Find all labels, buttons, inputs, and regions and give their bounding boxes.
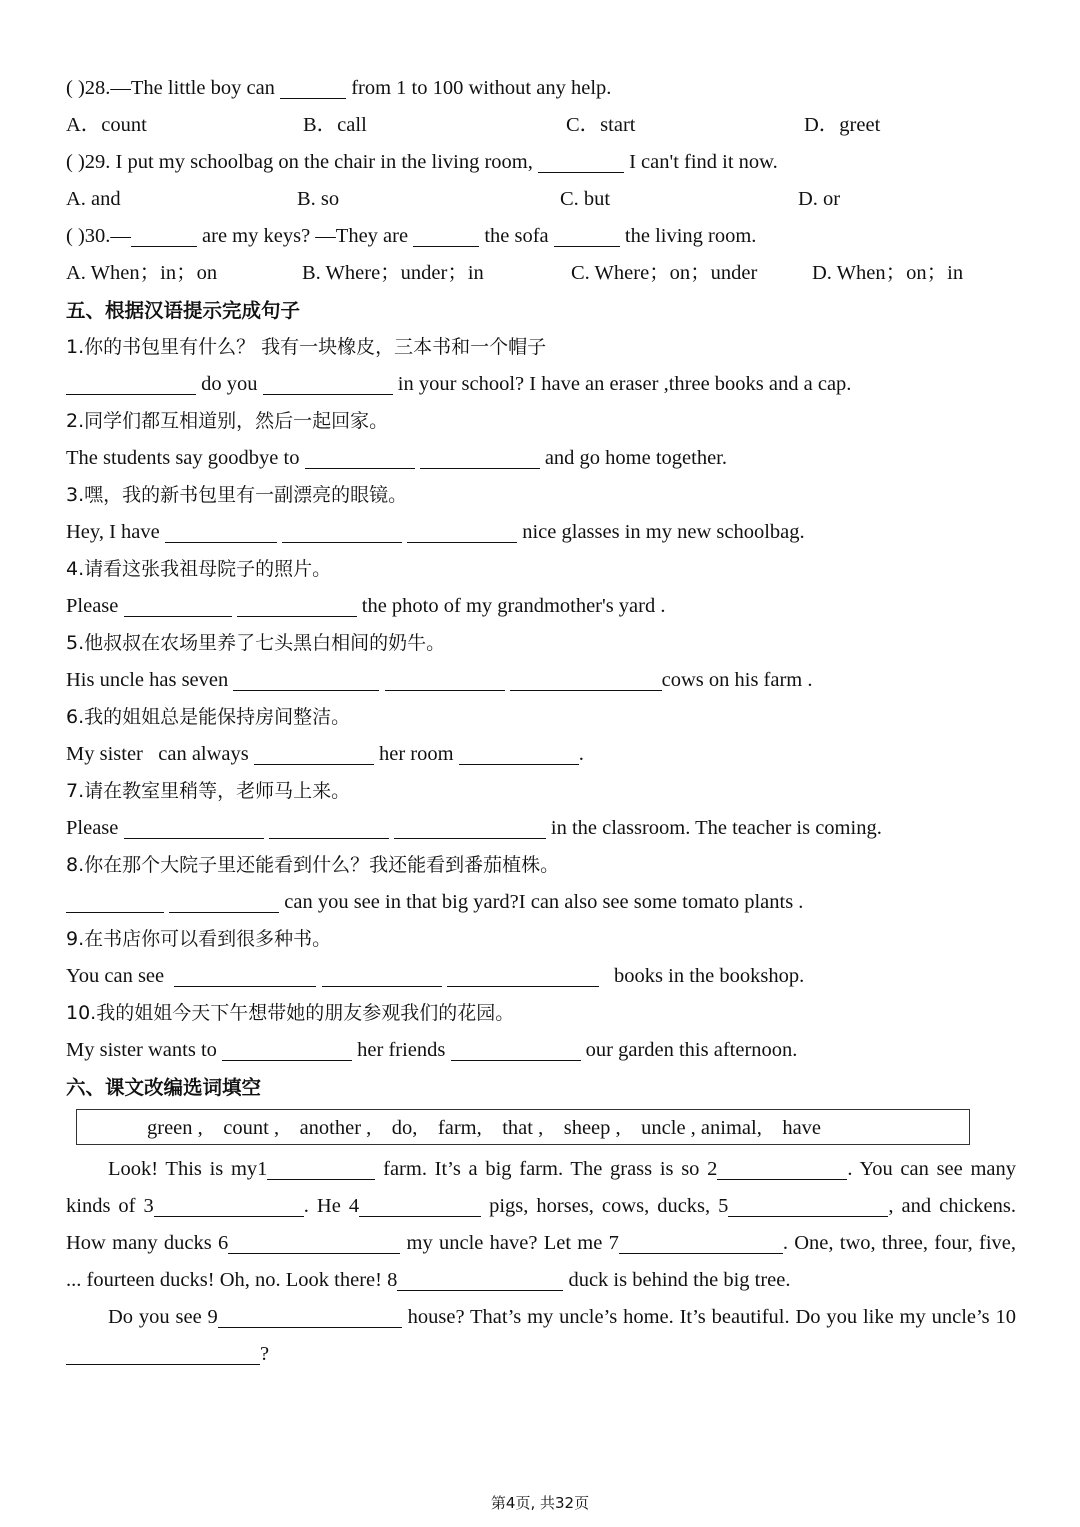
s5-item-7-chinese: 7.请在教室里稍等，老师马上来。: [66, 780, 351, 802]
question-text: the sofa: [479, 225, 554, 247]
option-c[interactable]: C. but: [560, 188, 611, 210]
sentence-text: books in the bookshop.: [598, 965, 805, 987]
sentence-text: can you see in that big yard?I can also see some tomato plants .: [279, 891, 804, 913]
s5-item-1-chinese: 1.你的书包里有什么？ 我有一块橡皮，三本书和一个帽子: [66, 336, 547, 358]
question-text: from 1 to 100 without any help.: [346, 77, 612, 99]
s5-item-4-chinese: 4.请看这张我祖母院子的照片。: [66, 558, 332, 580]
answer-blank[interactable]: [280, 76, 346, 99]
answer-blank[interactable]: [538, 150, 624, 173]
question-28: [66, 70, 1016, 107]
option-d[interactable]: D. or: [798, 188, 841, 210]
answer-blank[interactable]: [131, 224, 197, 247]
option-a[interactable]: A. and: [66, 188, 121, 210]
s5-item-6-chinese: 6.我的姐姐总是能保持房间整洁。: [66, 706, 351, 728]
s5-item-5-chinese: 5.他叔叔在农场里养了七头黑白相间的奶牛。: [66, 632, 446, 654]
sentence-text: our garden this afternoon.: [580, 1039, 798, 1061]
answer-blank[interactable]: [66, 372, 196, 395]
option-b[interactable]: B. so: [297, 188, 340, 210]
s5-item-10-chinese: 10.我的姐姐今天下午想带她的朋友参观我们的花园。: [66, 1002, 515, 1024]
word-bank-text: green , count , another , do, farm, that , sheep , uncle , animal, have: [147, 1117, 822, 1139]
answer-blank[interactable]: [154, 1194, 304, 1217]
passage-text: . You can see many kinds of 3: [66, 1158, 1016, 1217]
answer-blank[interactable]: [237, 594, 357, 617]
answer-blank[interactable]: [66, 890, 164, 913]
sentence-text: do you: [196, 373, 263, 395]
passage-text: my uncle have? Let me 7: [400, 1232, 619, 1254]
answer-blank[interactable]: [728, 1194, 888, 1217]
answer-blank[interactable]: [218, 1305, 402, 1328]
question-text: are my keys? —They are: [196, 225, 414, 247]
option-c[interactable]: C．start: [566, 114, 636, 136]
option-d[interactable]: D．greet: [804, 114, 881, 136]
sentence-text: The students say goodbye to: [66, 447, 305, 469]
options-28: [66, 107, 1016, 144]
passage-text: farm. It’s a big farm. The grass is so 2: [375, 1158, 718, 1180]
sentence-text: in your school? I have an eraser ,three books and a cap.: [392, 373, 852, 395]
answer-blank[interactable]: [510, 668, 662, 691]
s5-item-1-english: [66, 366, 1016, 403]
question-text: the living room.: [619, 225, 757, 247]
answer-blank[interactable]: [263, 372, 393, 395]
answer-blank[interactable]: [459, 742, 579, 765]
answer-blank[interactable]: [233, 668, 379, 691]
passage: [66, 1151, 1016, 1373]
answer-blank[interactable]: [66, 1342, 260, 1365]
option-b[interactable]: B．call: [303, 114, 367, 136]
sentence-text: .: [578, 743, 584, 765]
sentence-text: His uncle has seven: [66, 669, 234, 691]
option-c[interactable]: C. Where；on；under: [571, 262, 758, 284]
s5-item-3-chinese: 3.嘿，我的新书包里有一副漂亮的眼镜。: [66, 484, 408, 506]
s5-item-7-english: [66, 810, 1016, 847]
passage-text: , and chickens. How many ducks 6: [66, 1195, 1017, 1254]
answer-blank[interactable]: [124, 816, 264, 839]
sentence-text: Please: [66, 817, 124, 839]
passage-text: pigs, horses, cows, ducks, 5: [481, 1195, 729, 1217]
answer-blank[interactable]: [447, 964, 599, 987]
passage-text: . One, two, three, four, five, ... fourteen ducks! Oh, no. Look there! 8: [66, 1232, 1017, 1291]
answer-blank[interactable]: [305, 446, 415, 469]
passage-text: Do you see 9: [108, 1306, 218, 1328]
question-text: ( )30.—: [66, 225, 131, 247]
answer-blank[interactable]: [413, 224, 479, 247]
passage-text: Look! This is my1: [108, 1158, 268, 1180]
question-text: ( )28.—The little boy can: [66, 77, 281, 99]
section-5-heading: 五、根据汉语提示完成句子: [66, 299, 301, 322]
answer-blank[interactable]: [124, 594, 232, 617]
answer-blank[interactable]: [397, 1268, 563, 1291]
option-a[interactable]: A. When；in；on: [66, 262, 218, 284]
s5-item-4-english: [66, 588, 1016, 625]
sentence-text: in the classroom. The teacher is coming.: [545, 817, 882, 839]
options-30: [66, 255, 1016, 292]
question-30: [66, 218, 1016, 255]
answer-blank[interactable]: [394, 816, 546, 839]
s5-item-5-english: [66, 662, 1016, 699]
answer-blank[interactable]: [619, 1231, 783, 1254]
page-footer: 第4页, 共32页: [490, 1494, 590, 1512]
sentence-text: My sister wants to: [66, 1039, 223, 1061]
s5-item-8-english: [66, 884, 1016, 921]
answer-blank[interactable]: [359, 1194, 481, 1217]
option-d[interactable]: D. When；on；in: [812, 262, 964, 284]
answer-blank[interactable]: [407, 520, 517, 543]
option-a[interactable]: A．count: [66, 114, 147, 136]
s5-item-2-english: [66, 440, 1016, 477]
sentence-text: her friends: [352, 1039, 451, 1061]
answer-blank[interactable]: [269, 816, 389, 839]
s5-item-3-english: [66, 514, 1016, 551]
answer-blank[interactable]: [228, 1231, 400, 1254]
s5-item-9-chinese: 9.在书店你可以看到很多种书。: [66, 928, 332, 950]
passage-text: . He 4: [303, 1195, 360, 1217]
answer-blank[interactable]: [322, 964, 442, 987]
question-text: I can't find it now.: [623, 151, 778, 173]
s5-item-6-english: [66, 736, 1016, 773]
s5-item-8-chinese: 8.你在那个大院子里还能看到什么？我还能看到番茄植株。: [66, 854, 560, 876]
passage-paragraph-1: [66, 1151, 1016, 1299]
sentence-text: cows on his farm .: [661, 669, 813, 691]
s5-item-10-english: [66, 1032, 1016, 1069]
options-29: [66, 181, 1016, 218]
answer-blank[interactable]: [254, 742, 374, 765]
answer-blank[interactable]: [222, 1038, 352, 1061]
option-b[interactable]: B. Where；under；in: [302, 262, 484, 284]
sentence-text: her room: [373, 743, 459, 765]
sentence-text: Hey, I have: [66, 521, 165, 543]
passage-text: house? That’s my uncle’s home. It’s beautiful. Do you like my uncle’s 10: [401, 1306, 1017, 1328]
question-text: ( )29. I put my schoolbag on the chair in the living room,: [66, 151, 538, 173]
s5-item-9-english: [66, 958, 1016, 995]
passage-text: duck is behind the big tree.: [563, 1269, 791, 1291]
passage-text: ?: [260, 1343, 270, 1365]
worksheet-page: [66, 70, 1016, 1373]
sentence-text: and go home together.: [539, 447, 728, 469]
sentence-text: nice glasses in my new schoolbag.: [517, 521, 805, 543]
word-bank: [76, 1109, 970, 1145]
section-6-heading: 六、课文改编选词填空: [66, 1076, 262, 1099]
answer-blank[interactable]: [385, 668, 505, 691]
answer-blank[interactable]: [169, 890, 279, 913]
answer-blank[interactable]: [451, 1038, 581, 1061]
question-29: [66, 144, 1016, 181]
answer-blank[interactable]: [165, 520, 277, 543]
answer-blank[interactable]: [174, 964, 316, 987]
passage-paragraph-2: [66, 1299, 1016, 1373]
sentence-text: My sister can always: [66, 743, 254, 765]
sentence-text: You can see: [66, 965, 175, 987]
sentence-text: Please: [66, 595, 124, 617]
answer-blank[interactable]: [717, 1157, 847, 1180]
answer-blank[interactable]: [420, 446, 540, 469]
answer-blank[interactable]: [282, 520, 402, 543]
s5-item-2-chinese: 2.同学们都互相道别，然后一起回家。: [66, 410, 389, 432]
sentence-text: the photo of my grandmother's yard .: [356, 595, 666, 617]
answer-blank[interactable]: [267, 1157, 375, 1180]
answer-blank[interactable]: [554, 224, 620, 247]
